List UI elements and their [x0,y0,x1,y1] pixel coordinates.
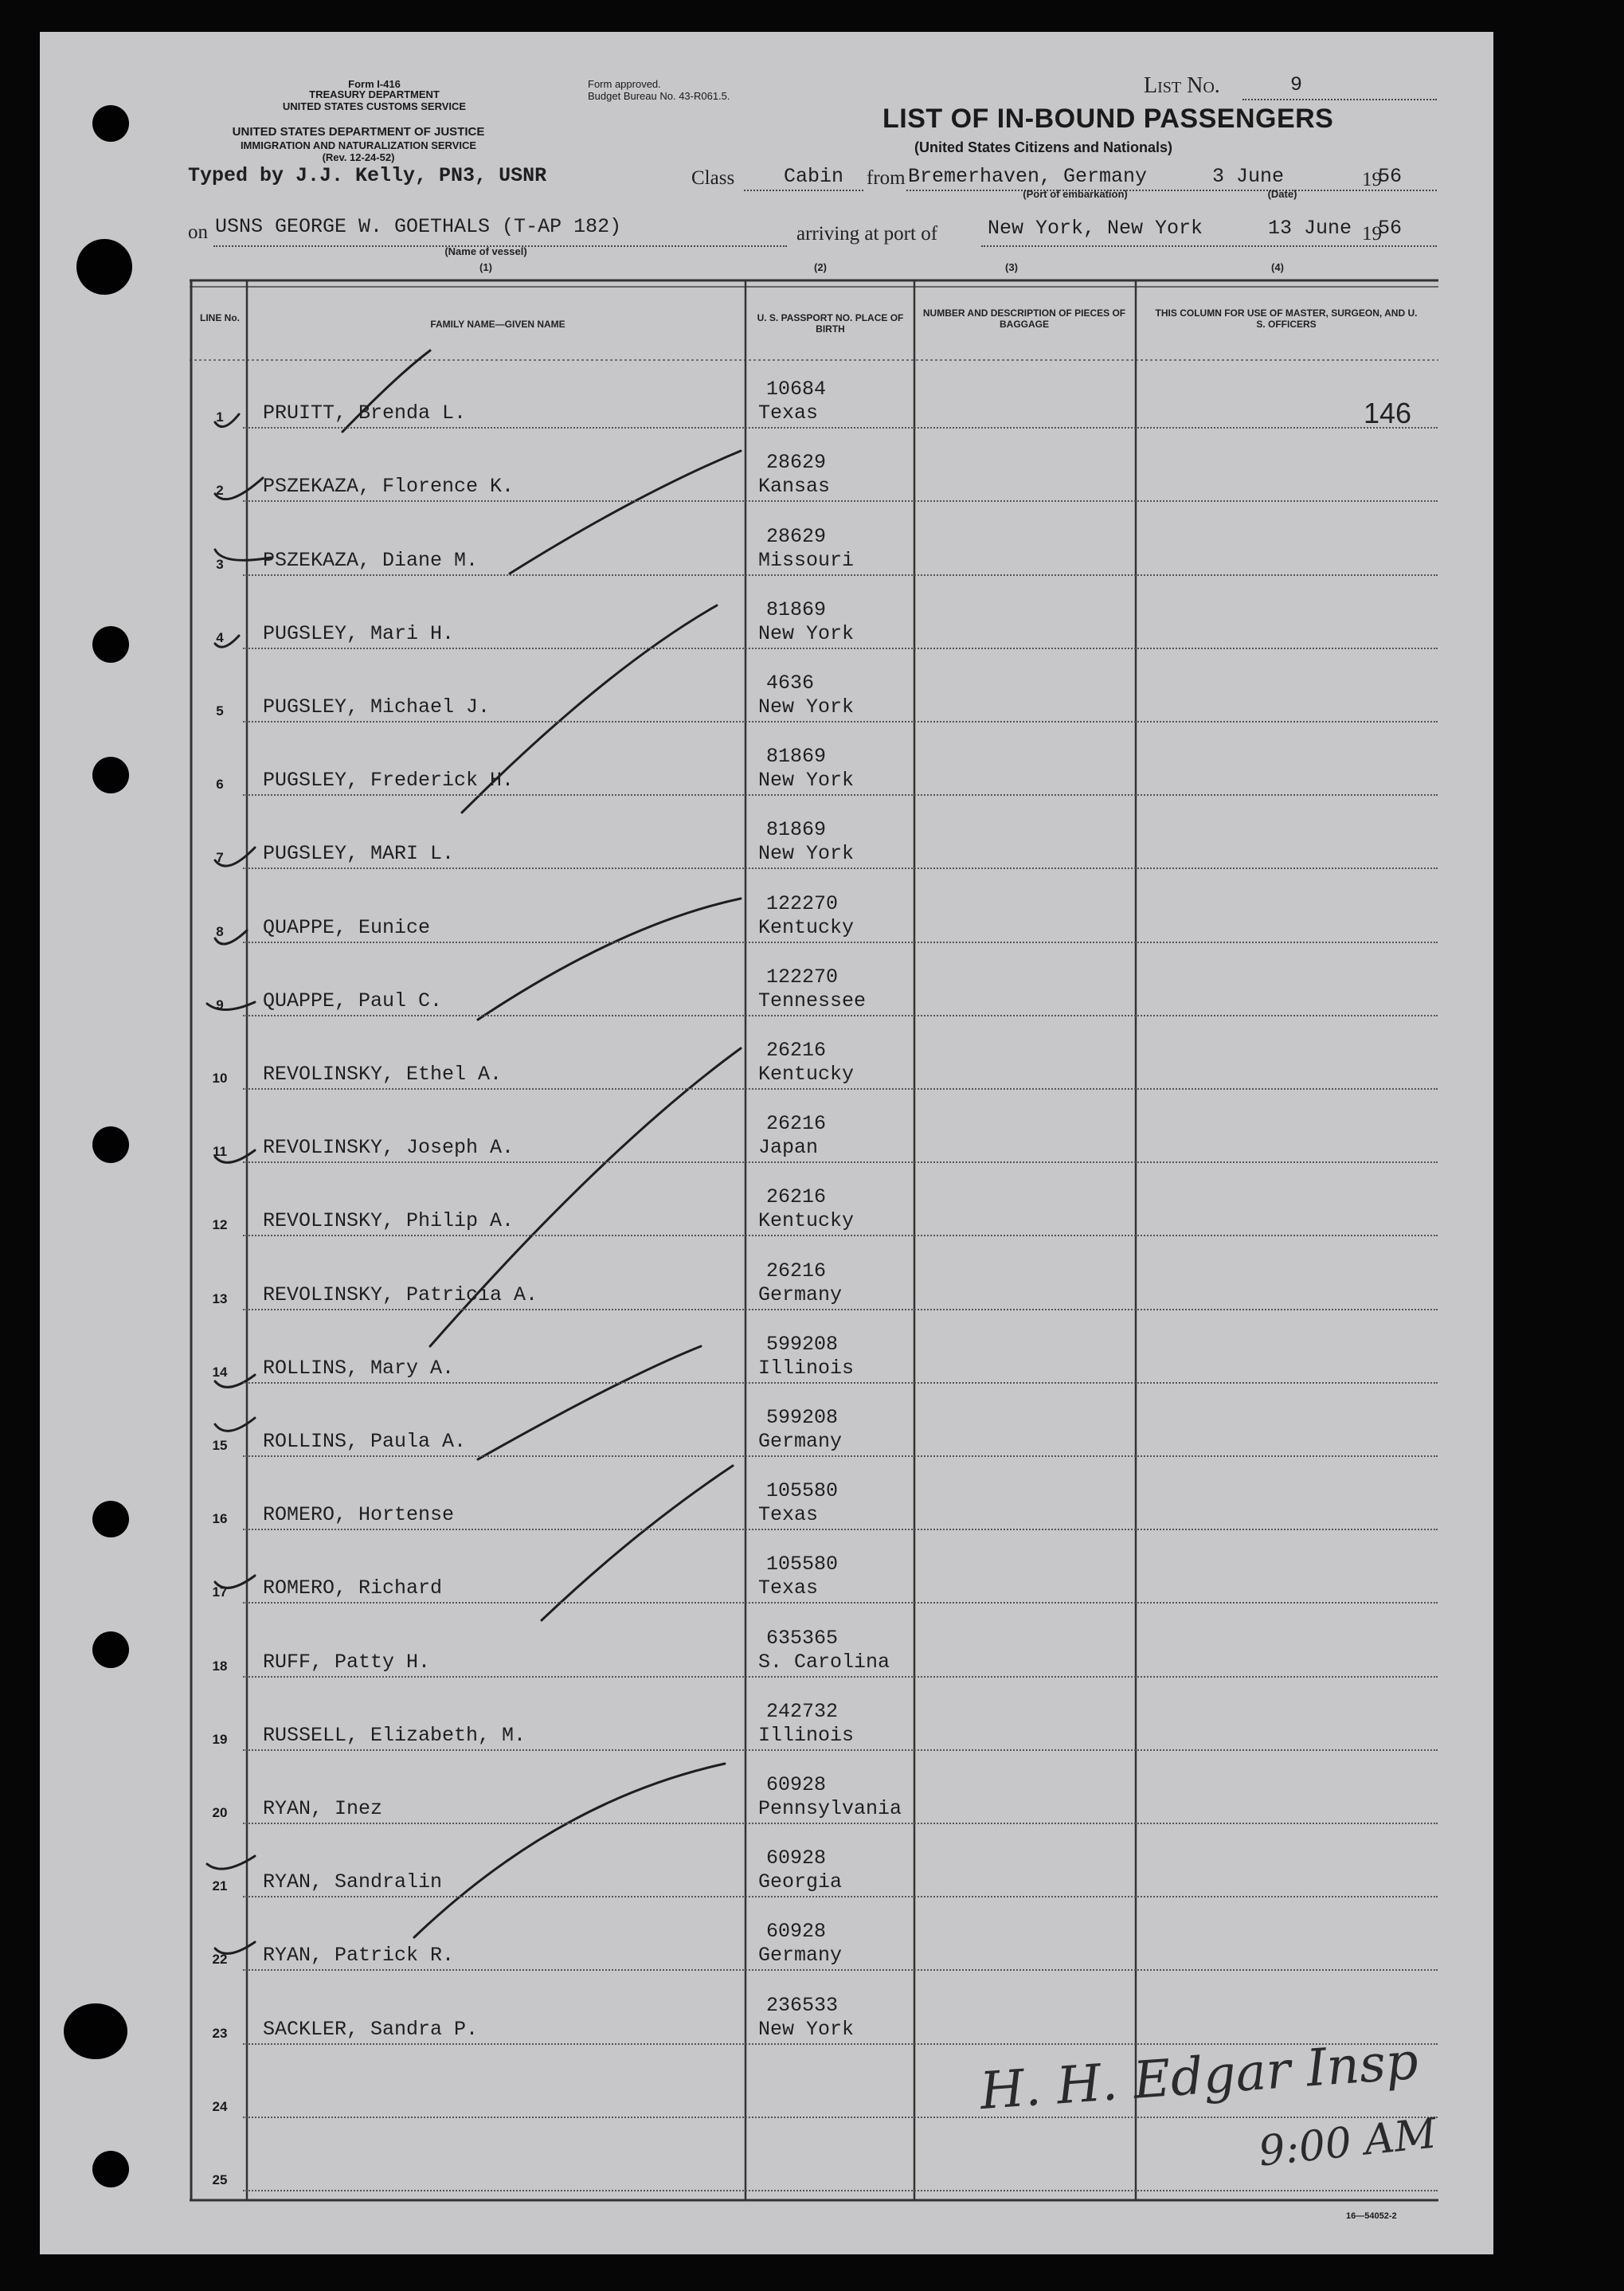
list-no-label: List No. [1144,73,1220,98]
from-label: from [867,167,906,189]
passenger-name: ROMERO, Hortense [263,1503,455,1527]
row-line-number: 24 [212,2098,228,2114]
row-rule [243,648,1438,649]
passenger-name: PUGSLEY, Mari H. [263,621,455,645]
passenger-name: REVOLINSKY, Patricia A. [263,1283,538,1306]
row-line-number: 12 [212,1217,228,1233]
row-rule [243,574,1438,576]
arrival-year: 56 [1378,217,1403,240]
row-rule [243,794,1438,796]
arrival-date: 13 June [1268,217,1352,240]
passenger-name: RYAN, Patrick R. [263,1944,455,1968]
binder-hole [76,239,132,295]
passport-number: 60928 [766,1847,827,1870]
birthplace: Germany [758,1944,843,1968]
passenger-name: PUGSLEY, Michael J. [263,695,491,719]
header-officers: THIS COLUMN FOR USE OF MASTER, SURGEON, AND U. S. OFFICERS [1155,307,1418,330]
birthplace: Kentucky [758,1063,855,1086]
birthplace: Germany [758,1283,843,1306]
passenger-name: RUSSELL, Elizabeth, M. [263,1723,526,1747]
passport-number: 122270 [766,891,839,915]
row-line-number: 4 [216,629,224,645]
birthplace: Illinois [758,1356,855,1380]
birthplace: Germany [758,1430,843,1453]
binder-hole [64,2003,127,2059]
justice-line-3: (Rev. 12-24-52) [322,151,395,163]
typed-by: Typed by J.J. Kelly, PN3, USNR [188,164,547,187]
inspector-signature: H. H. Edgar Insp [978,2031,1420,2122]
row-line-number: 10 [212,1071,228,1086]
row-rule [243,2190,1438,2191]
col-number-4: (4) [1271,261,1284,273]
row-rule [243,1088,1438,1090]
row-line-number: 22 [212,1952,228,1968]
birthplace: Pennsylvania [758,1797,902,1820]
row-line-number: 7 [216,850,224,866]
passport-number: 4636 [766,672,815,695]
passport-number: 26216 [766,1259,827,1283]
date-caption: (Date) [1267,188,1297,200]
row-rule [243,1161,1438,1163]
binder-hole [92,105,129,142]
passenger-name: PUGSLEY, MARI L. [263,842,455,866]
arrival-year-prefix: 19 [1362,223,1382,245]
passenger-name: RYAN, Sandralin [263,1870,443,1894]
birthplace: Kansas [758,475,831,499]
passenger-name: QUAPPE, Eunice [263,915,431,939]
form-id: Form I-416 [348,78,401,90]
passport-number: 60928 [766,1920,827,1944]
col-number-1: (1) [479,261,492,273]
passport-number: 635365 [766,1626,839,1650]
passenger-name: PRUITT, Brenda L. [263,401,467,425]
vessel-caption: (Name of vessel) [444,245,527,257]
birthplace: New York [758,769,855,793]
row-line-number: 5 [216,703,224,719]
row-line-number: 14 [212,1364,228,1380]
row-rule [243,500,1438,502]
passport-number: 26216 [766,1112,827,1136]
row-rule [243,867,1438,869]
birthplace: New York [758,621,855,645]
officer-note: 146 [1364,397,1412,429]
row-line-number: 15 [212,1438,228,1453]
row-rule [243,942,1438,943]
row-line-number: 18 [212,1658,228,1674]
row-line-number: 3 [216,556,224,572]
on-label: on [188,221,208,243]
col-number-3: (3) [1005,261,1018,273]
arrival-port: New York, New York [988,217,1203,240]
passenger-name: ROLLINS, Mary A. [263,1356,455,1380]
birthplace: Texas [758,1503,819,1527]
passport-number: 105580 [766,1479,839,1503]
from-port: Bremerhaven, Germany [908,165,1148,188]
passport-number: 242732 [766,1699,839,1723]
list-no-value: 9 [1290,73,1303,96]
binder-hole [92,2151,129,2187]
row-line-number: 16 [212,1511,228,1527]
justice-line-2: IMMIGRATION AND NATURALIZATION SERVICE [240,139,477,151]
approval-line-2: Budget Bureau No. 43-R061.5. [588,90,730,102]
birthplace: New York [758,695,855,719]
birthplace: New York [758,2017,855,2041]
row-rule [243,1235,1438,1236]
passport-number: 81869 [766,818,827,842]
passenger-name: QUAPPE, Paul C. [263,989,443,1012]
passport-number: 81869 [766,745,827,769]
row-rule [243,1676,1438,1678]
from-year-prefix: 19 [1362,169,1382,190]
birthplace: Texas [758,1576,819,1600]
row-rule [243,1896,1438,1897]
list-no-field [1242,75,1437,100]
row-rule [243,427,1438,429]
binder-hole [92,626,129,663]
row-rule [243,1309,1438,1310]
passport-number: 599208 [766,1332,839,1356]
treasury-line-2: UNITED STATES CUSTOMS SERVICE [282,100,467,112]
treasury-line-1: TREASURY DEPARTMENT [309,88,440,100]
justice-line-1: UNITED STATES DEPARTMENT OF JUSTICE [232,125,485,139]
from-date: 3 June [1212,165,1285,188]
passenger-name: ROLLINS, Paula A. [263,1430,467,1453]
birthplace: New York [758,842,855,866]
binder-hole [92,1126,129,1163]
class-value: Cabin [784,165,844,188]
approval-line-1: Form approved. [588,78,661,90]
port-caption: (Port of embarkation) [1023,188,1128,200]
page-title: LIST OF IN-BOUND PASSENGERS [882,104,1334,134]
birthplace: Tennessee [758,989,867,1012]
birthplace: Japan [758,1136,819,1160]
passport-number: 28629 [766,524,827,548]
header-baggage: NUMBER AND DESCRIPTION OF PIECES OF BAGGAGE [922,307,1126,330]
passport-number: 236533 [766,1993,839,2017]
row-line-number: 6 [216,777,224,793]
row-line-number: 23 [212,2025,228,2041]
row-line-number: 8 [216,923,224,939]
from-year: 56 [1378,165,1403,188]
arriving-label: arriving at port of [796,223,938,245]
passport-number: 105580 [766,1553,839,1576]
row-line-number: 9 [216,997,224,1012]
row-rule [243,2117,1438,2118]
row-line-number: 19 [212,1731,228,1747]
row-line-number: 21 [212,1878,228,1894]
passport-number: 81869 [766,597,827,621]
form-code: 16—54052-2 [1346,2211,1397,2221]
birthplace: Kentucky [758,1209,855,1233]
class-label: Class [691,167,735,189]
binder-hole [92,1501,129,1537]
row-rule [243,721,1438,723]
row-rule [243,1823,1438,1824]
passport-number: 26216 [766,1039,827,1062]
binder-hole [92,757,129,793]
binder-hole [92,1631,129,1668]
passenger-name: PUGSLEY, Frederick H. [263,769,515,793]
birthplace: Georgia [758,1870,843,1894]
row-rule [243,1382,1438,1384]
header-passport: U. S. PASSPORT NO. PLACE OF BIRTH [757,312,904,335]
passenger-name: RYAN, Inez [263,1797,383,1820]
passenger-name: PSZEKAZA, Diane M. [263,548,479,572]
row-rule [243,1969,1438,1971]
passenger-name: REVOLINSKY, Joseph A. [263,1136,515,1160]
birthplace: Kentucky [758,915,855,939]
row-line-number: 20 [212,1805,228,1820]
row-rule [243,1602,1438,1604]
birthplace: Missouri [758,548,855,572]
passport-number: 26216 [766,1185,827,1209]
birthplace: Texas [758,401,819,425]
row-line-number: 11 [213,1144,227,1160]
birthplace: S. Carolina [758,1650,890,1674]
passport-number: 599208 [766,1406,839,1429]
passenger-name: REVOLINSKY, Philip A. [263,1209,515,1233]
inspection-time: 9:00 AM [1256,2109,1439,2176]
row-rule [243,1455,1438,1457]
passport-number: 10684 [766,378,827,401]
page-subtitle: (United States Citizens and Nationals) [914,139,1173,155]
passenger-name: RUFF, Patty H. [263,1650,431,1674]
col-number-2: (2) [814,261,827,273]
row-line-number: 25 [212,2172,228,2187]
passport-number: 60928 [766,1773,827,1796]
row-line-number: 2 [216,483,224,499]
passport-number: 122270 [766,965,839,989]
header-line-no: LINE No. [200,312,240,323]
header-name: FAMILY NAME—GIVEN NAME [430,319,565,330]
passenger-name: ROMERO, Richard [263,1576,443,1600]
row-rule [243,1749,1438,1751]
row-rule [243,1529,1438,1530]
passport-number: 28629 [766,451,827,475]
passenger-name: REVOLINSKY, Ethel A. [263,1063,503,1086]
row-line-number: 17 [212,1584,228,1600]
passenger-name: PSZEKAZA, Florence K. [263,475,515,499]
birthplace: Illinois [758,1723,855,1747]
row-line-number: 13 [212,1290,228,1306]
row-line-number: 1 [216,409,224,425]
vessel-name: USNS GEORGE W. GOETHALS (T-AP 182) [215,215,622,238]
row-rule [243,1015,1438,1016]
passenger-name: SACKLER, Sandra P. [263,2017,479,2041]
